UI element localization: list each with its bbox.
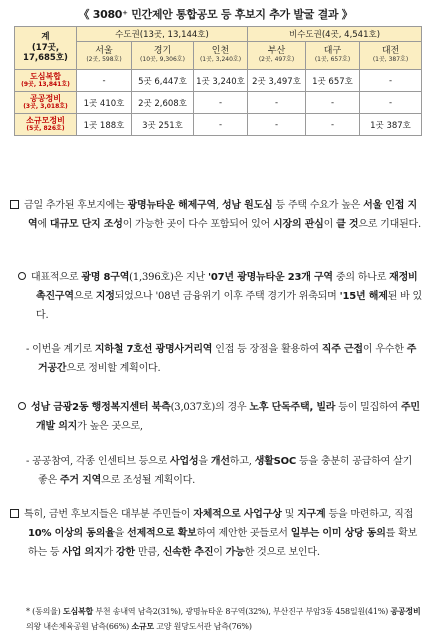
city-header-busan: 부산 (2곳, 497호) [248,42,306,70]
city-header-incheon: 인천 (1곳, 3,240호) [194,42,248,70]
table-cell: 1곳 657호 [306,70,360,92]
table-cell: - [306,92,360,114]
city-header-gyeonggi: 경기 (10곳, 9,306호) [132,42,194,70]
row-label-small-scale-redevelopment: 소규모정비 (5곳, 826호) [15,114,77,136]
circle-bullet-icon [18,272,26,280]
footnote-consent-rate: * (동의율) 도심복합 부천 송내역 남측2(31%), 광명뉴타운 8구역(32%), 부산진구 부암3동 458일원(41%) 공공정비 의왕 내손체육공원 남측(66%) 소규모 고양 원당도서관 남측(76%) [26,607,421,631]
table-cell: 1곳 188호 [77,114,132,136]
table-cell: 2곳 2,608호 [132,92,194,114]
page-title: 《 3080⁺ 민간제안 통합공모 등 후보지 추가 발굴 결과 》 [78,8,353,21]
table-cell: 2곳 3,497호 [248,70,306,92]
table-cell: - [248,92,306,114]
table-cell: 3곳 251호 [132,114,194,136]
square-bullet-icon [10,509,19,518]
table-cell: 5곳 6,447호 [132,70,194,92]
table-row [15,92,422,114]
table-cell: - [306,114,360,136]
paragraph-seongnam: 성남 금광2동 행정복지센터 북측(3,037호)의 경우 노후 단독주택, 빌라 등이 밀집하여 주민 개발 의지가 높은 곳으로, [18,398,423,436]
non-capital-region-header: 비수도권(4곳, 4,541호) [248,27,422,42]
paragraph-seongnam-plan: - 공공참여, 각종 인센티브 등으로 사업성을 개선하고, 생활SOC 등을 충분히 공급하여 살기 좋은 주거 지역으로 조성될 계획이다. [26,456,413,486]
table-row [15,114,422,136]
table-cell: - [77,70,132,92]
capital-region-header: 수도권(13곳, 13,144호) [77,27,248,42]
city-header-seoul: 서울 (2곳, 598호) [77,42,132,70]
table-cell: 1곳 410호 [77,92,132,114]
table-cell: - [194,114,248,136]
row-label-public-redevelopment: 공공정비 (3곳, 3,018호) [15,92,77,114]
table-cell: - [360,70,422,92]
total-header: 계 (17곳, 17,685호) [15,27,77,70]
table-cell: 1곳 3,240호 [194,70,248,92]
row-label-urban-complex: 도심복합 (9곳, 13,841호) [15,70,77,92]
table-cell: - [194,92,248,114]
paragraph-gwangmyeong-8: 대표적으로 광명 8구역(1,396호)은 지난 '07년 광명뉴타운 23개 구역 중의 하나로 재정비 촉진구역으로 지정되었으나 '08년 금융위기 이후 주택 경기가 위축되며 '15년 해제된 바 있다. [18,268,423,325]
paragraph-added-candidates: 금일 추가된 후보지에는 광명뉴타운 해제구역, 성남 원도심 등 주택 수요가 높은 서울 인접 지역에 대규모 단지 조성이 가능한 곳이 다수 포함되어 있어 시장의 관심이 클 것으로 기대된다. [10,196,423,234]
table-cell: - [360,92,422,114]
city-header-daegu: 대구 (1곳, 657호) [306,42,360,70]
square-bullet-icon [10,200,19,209]
paragraph-resident-initiative: 특히, 금번 후보지들은 대부분 주민들이 자체적으로 사업구상 및 지구계 등을 마련하고, 직접 10% 이상의 동의율을 선제적으로 확보하여 제안한 곳들로서 일부는 이미 상당 동의를 확보하는 등 사업 의지가 강한 만큼, 신속한 추진이 가능한 것으로 보인다. [10,505,423,562]
circle-bullet-icon [18,402,26,410]
paragraph-gwangmyeong-plan: - 이번을 계기로 지하철 7호선 광명사거리역 인접 등 장점을 활용하여 직주 근접이 우수한 주거공간으로 정비할 계획이다. [26,344,417,374]
table-cell: 1곳 387호 [360,114,422,136]
table-row [15,70,422,92]
city-header-daejeon: 대전 (1곳, 387호) [360,42,422,70]
table-cell: - [248,114,306,136]
candidate-summary-table [14,26,422,136]
